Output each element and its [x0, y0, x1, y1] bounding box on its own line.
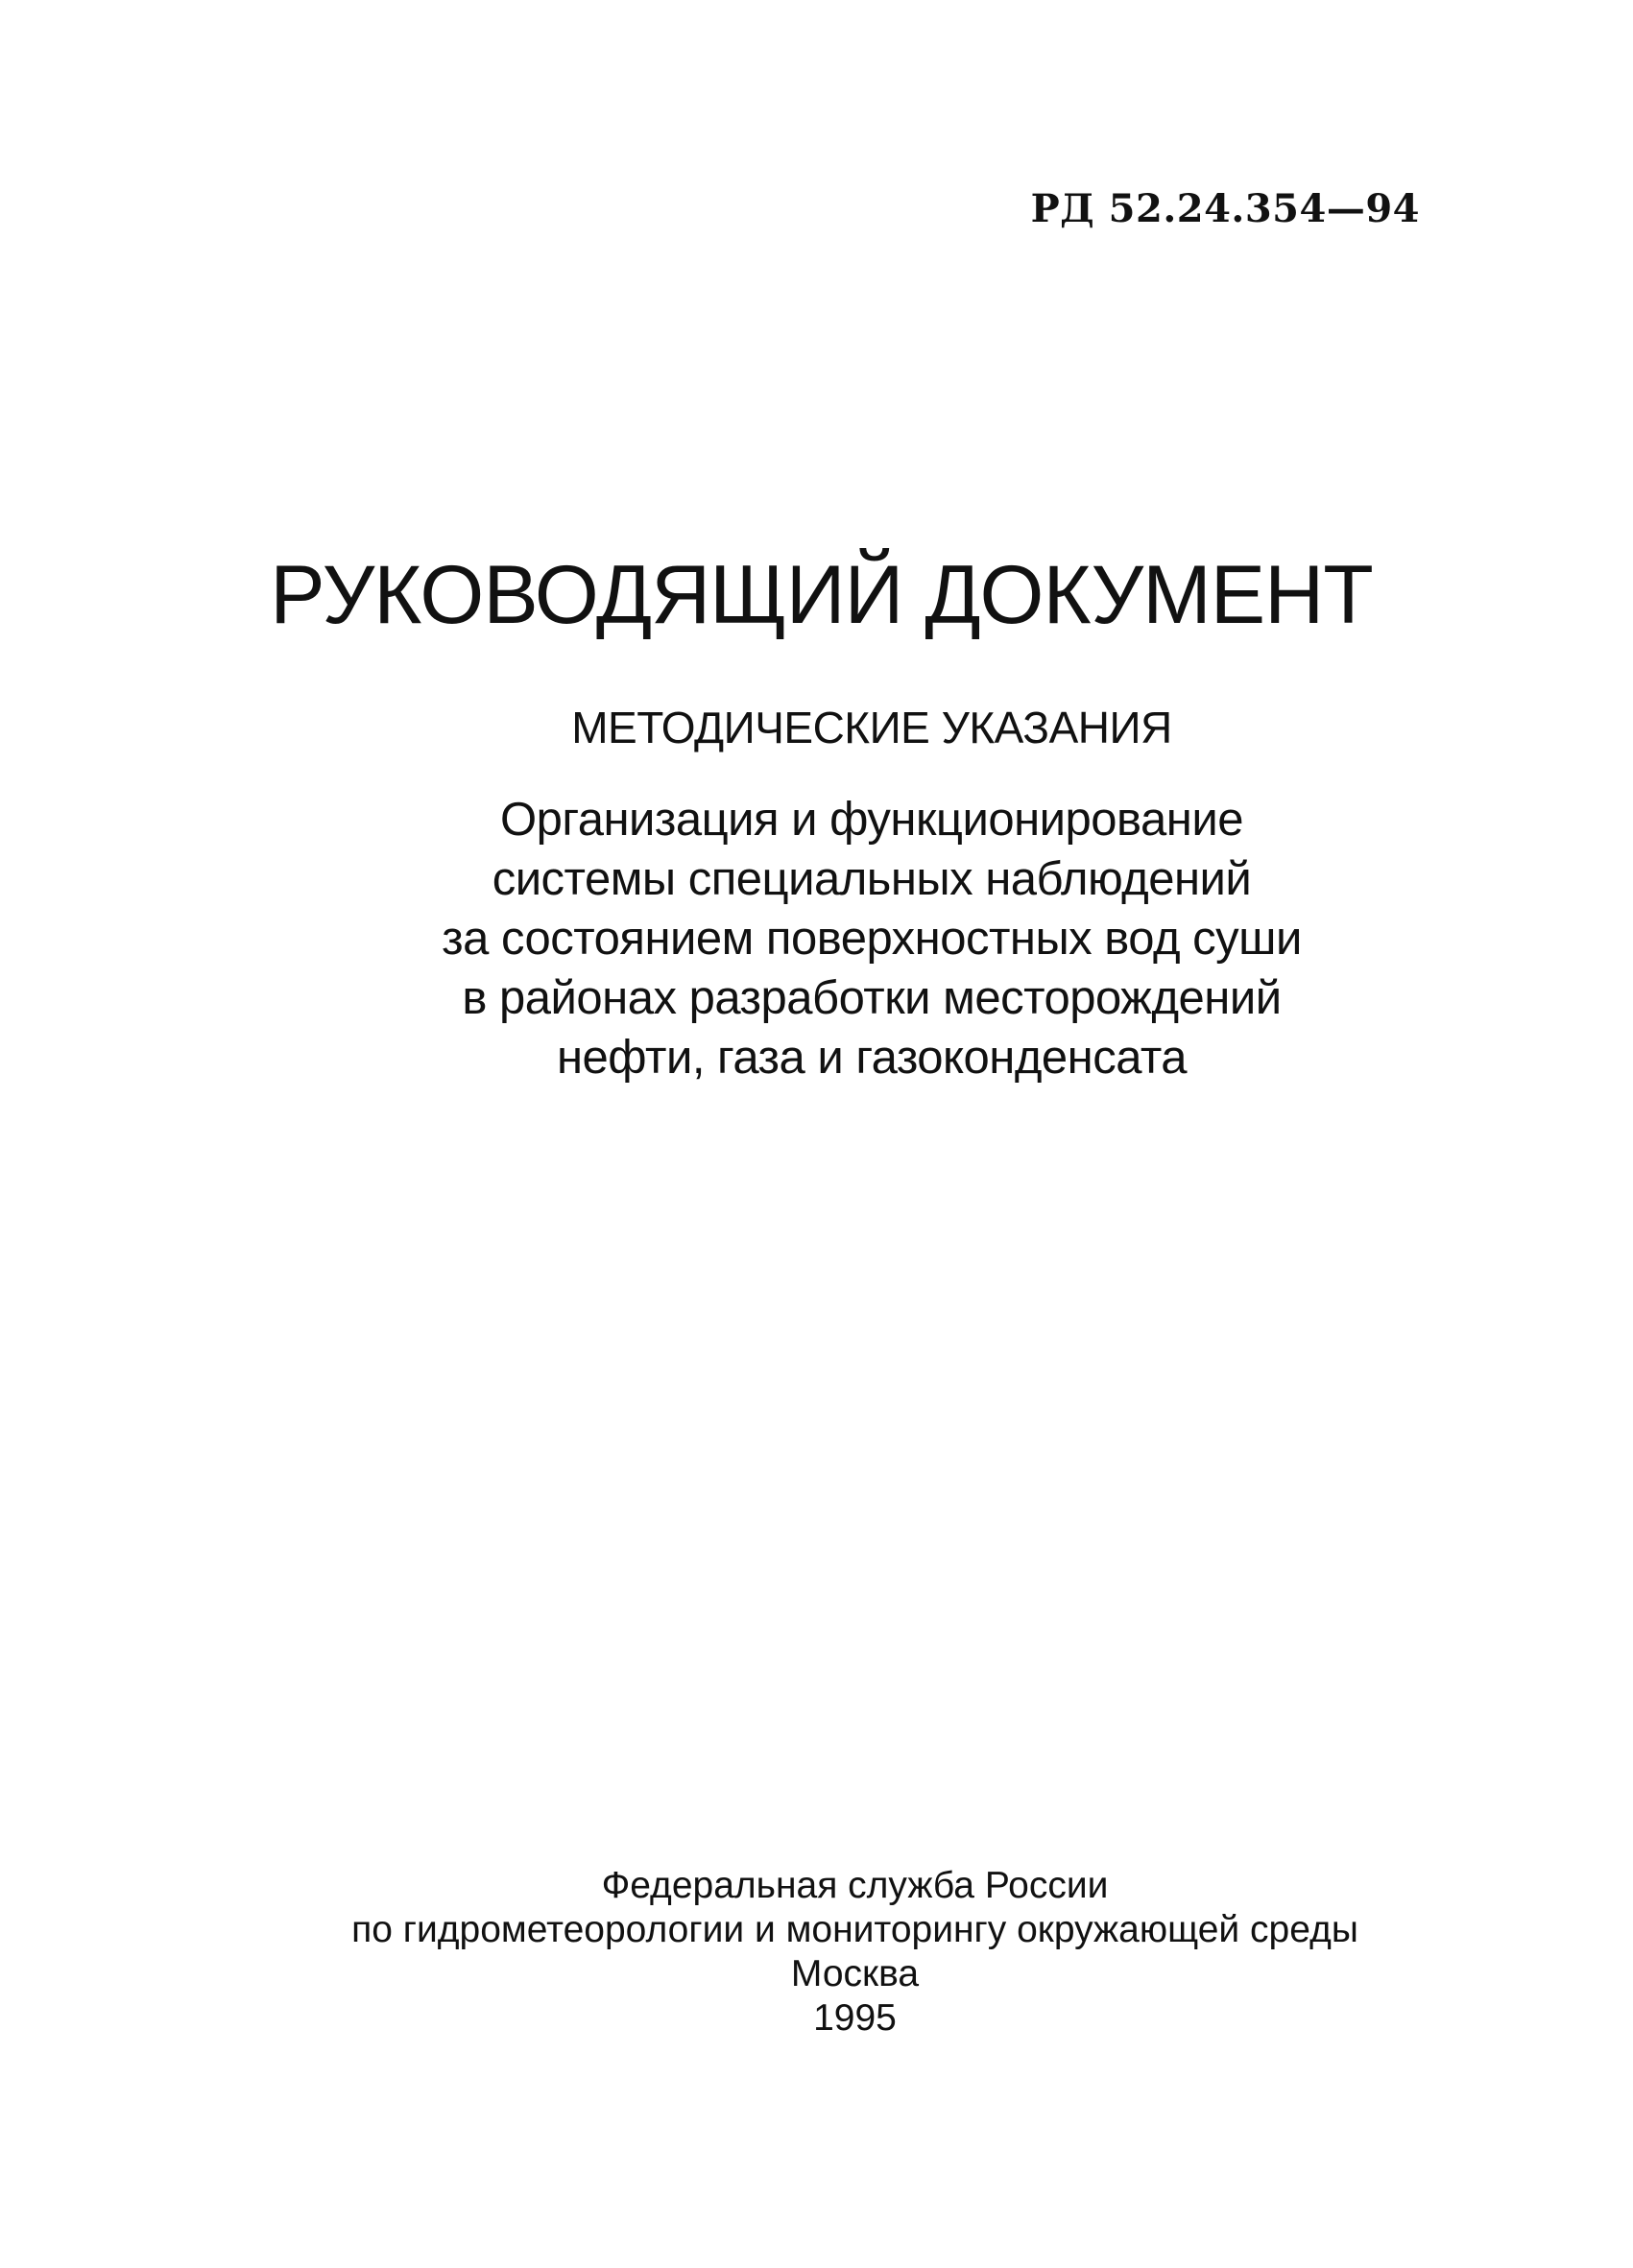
document-topic	[0, 790, 1633, 1087]
main-title: РУКОВОДЯЩИЙ ДОКУМЕНТ	[270, 549, 1373, 641]
topic-line: за состоянием поверхностных вод суши	[442, 913, 1302, 965]
document-subtitle: МЕТОДИЧЕСКИЕ УКАЗАНИЯ	[571, 703, 1172, 752]
topic-line: в районах разработки месторождений	[462, 972, 1282, 1024]
topic-line: нефти, газа и газоконденсата	[556, 1032, 1188, 1084]
publisher-block	[0, 1864, 1633, 2041]
publication-city: Москва	[790, 1953, 920, 1994]
publisher-line: Федеральная служба России	[601, 1865, 1109, 1906]
document-code: РД 52.24.354—94	[1030, 186, 1420, 231]
publisher-line: по гидрометеорологии и мониторингу окружающей среды	[351, 1909, 1358, 1950]
topic-line: системы специальных наблюдений	[492, 853, 1252, 905]
topic-line: Организация и функционирование	[500, 794, 1243, 846]
publication-year: 1995	[813, 1997, 897, 2039]
